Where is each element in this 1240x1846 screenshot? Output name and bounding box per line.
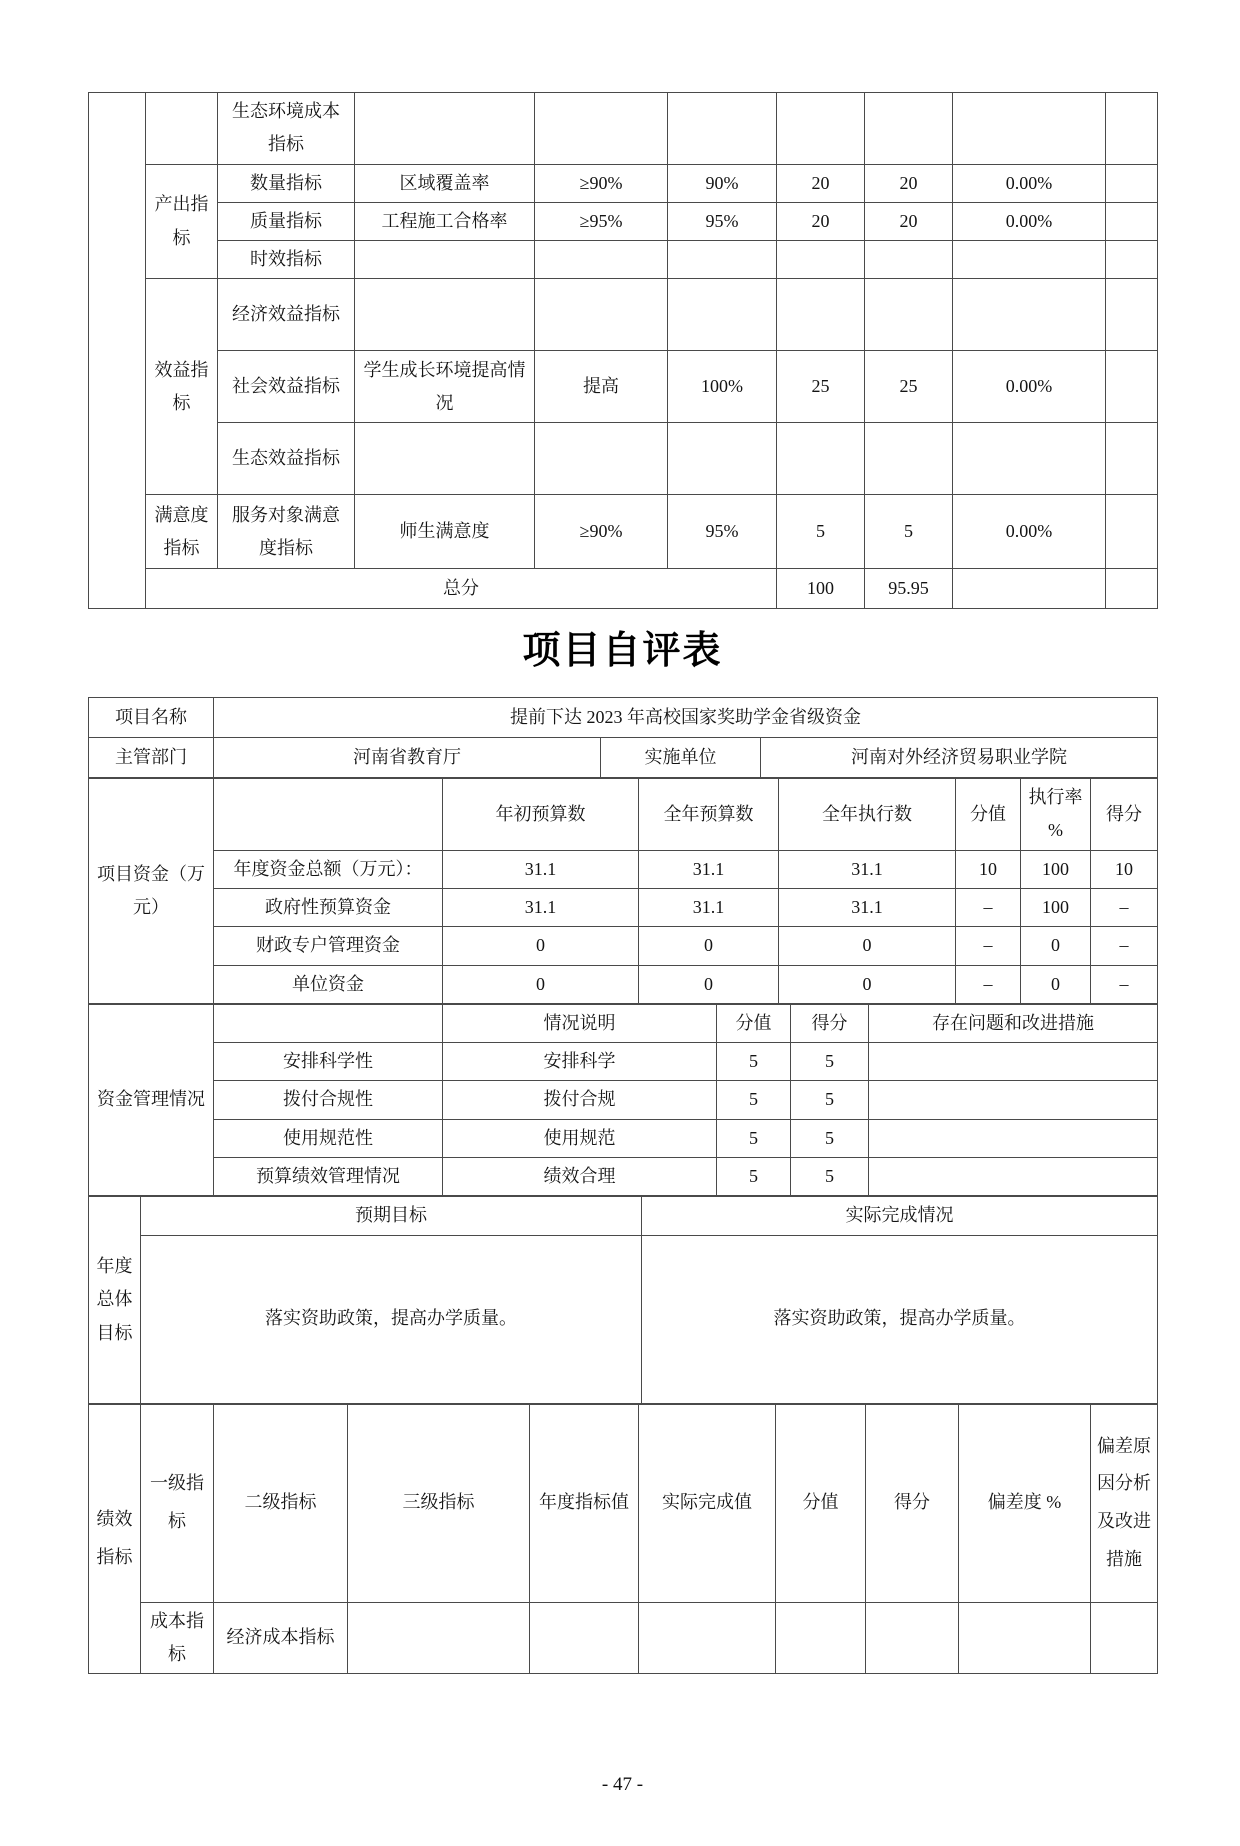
deviation-cell: 0.00% bbox=[953, 495, 1106, 569]
project-name-value: 提前下达 2023 年高校国家奖助学金省级资金 bbox=[214, 698, 1158, 738]
empty-cell bbox=[1106, 495, 1158, 569]
deviation-cell: 0.00% bbox=[953, 202, 1106, 240]
mgmt-got-value: 5 bbox=[791, 1119, 869, 1157]
mgmt-desc-value: 拨付合规 bbox=[443, 1081, 717, 1119]
total-score-cell: 100 bbox=[777, 569, 865, 609]
actual-completion-header: 实际完成情况 bbox=[642, 1197, 1158, 1235]
empty-cell bbox=[355, 423, 535, 495]
fund-col-initial-header: 年初预算数 bbox=[443, 779, 639, 851]
mgmt-score-value: 5 bbox=[717, 1081, 791, 1119]
empty-cell bbox=[959, 1602, 1091, 1674]
empty-cell bbox=[214, 1004, 443, 1042]
empty-cell bbox=[866, 1602, 959, 1674]
perf-col-deviation-header: 偏差度 % bbox=[959, 1404, 1091, 1602]
eco-benefit-indicator-cell: 生态效益指标 bbox=[218, 423, 355, 495]
fund-initial-value: 31.1 bbox=[443, 850, 639, 888]
project-fund-table bbox=[88, 778, 1158, 1004]
mgmt-got-value: 5 bbox=[791, 1043, 869, 1081]
got-score-cell: 20 bbox=[865, 164, 953, 202]
score-cell: 25 bbox=[777, 351, 865, 423]
fund-row-label: 单位资金 bbox=[214, 965, 443, 1003]
fund-executed-value: 0 bbox=[779, 927, 956, 965]
mgmt-issues-cell bbox=[869, 1119, 1158, 1157]
fund-col-got-header: 得分 bbox=[1091, 779, 1158, 851]
deviation-cell: 0.00% bbox=[953, 351, 1106, 423]
fund-annual-value: 31.1 bbox=[639, 850, 779, 888]
total-score-label-cell: 总分 bbox=[146, 569, 777, 609]
empty-cell bbox=[668, 279, 777, 351]
fund-score-value: 10 bbox=[956, 850, 1021, 888]
mgmt-got-value: 5 bbox=[791, 1081, 869, 1119]
empty-cell bbox=[355, 241, 535, 279]
perf-col-l3-header: 三级指标 bbox=[348, 1404, 530, 1602]
fund-management-table bbox=[88, 1004, 1158, 1196]
social-benefit-indicator-cell: 社会效益指标 bbox=[218, 351, 355, 423]
score-cell: 20 bbox=[777, 202, 865, 240]
actual-value-cell: 95% bbox=[668, 202, 777, 240]
mgmt-score-value: 5 bbox=[717, 1158, 791, 1196]
perf-col-l1-header: 一级指标 bbox=[141, 1404, 214, 1602]
empty-cell bbox=[355, 279, 535, 351]
mgmt-col-issues-header: 存在问题和改进措施 bbox=[869, 1004, 1158, 1042]
empty-cell bbox=[1106, 569, 1158, 609]
perf-indicator-spine-cell bbox=[89, 93, 146, 609]
fund-rate-value: 0 bbox=[1021, 927, 1091, 965]
mgmt-col-desc-header: 情况说明 bbox=[443, 1004, 717, 1042]
mgmt-row-label: 安排科学性 bbox=[214, 1043, 443, 1081]
performance-indicator-table bbox=[88, 1404, 1158, 1675]
mgmt-col-got-header: 得分 bbox=[791, 1004, 869, 1042]
indicator-score-table bbox=[88, 92, 1158, 609]
quality-indicator-cell: 质量指标 bbox=[218, 202, 355, 240]
empty-cell bbox=[777, 279, 865, 351]
actual-value-cell: 100% bbox=[668, 351, 777, 423]
empty-cell bbox=[865, 423, 953, 495]
fund-initial-value: 0 bbox=[443, 965, 639, 1003]
benefit-indicator-group-cell: 效益指标 bbox=[146, 279, 218, 495]
fund-annual-value: 0 bbox=[639, 927, 779, 965]
empty-cell bbox=[668, 93, 777, 165]
empty-cell bbox=[776, 1602, 866, 1674]
perf-col-actual-header: 实际完成值 bbox=[639, 1404, 776, 1602]
empty-cell bbox=[535, 241, 668, 279]
fund-got-value: – bbox=[1091, 965, 1158, 1003]
fund-score-value: – bbox=[956, 927, 1021, 965]
empty-cell bbox=[777, 93, 865, 165]
fund-score-value: – bbox=[956, 888, 1021, 926]
fund-col-rate-header: 执行率 % bbox=[1021, 779, 1091, 851]
dept-value: 河南省教育厅 bbox=[214, 738, 601, 778]
fund-executed-value: 31.1 bbox=[779, 888, 956, 926]
empty-cell bbox=[953, 423, 1106, 495]
empty-cell bbox=[1091, 1602, 1158, 1674]
perf-row-label: 绩效指标 bbox=[89, 1404, 141, 1674]
fund-got-value: 10 bbox=[1091, 850, 1158, 888]
self-eval-basic-table bbox=[88, 697, 1158, 778]
empty-cell bbox=[1106, 93, 1158, 165]
got-score-cell: 25 bbox=[865, 351, 953, 423]
fund-got-value: – bbox=[1091, 888, 1158, 926]
empty-cell bbox=[777, 423, 865, 495]
got-score-cell: 20 bbox=[865, 202, 953, 240]
economic-benefit-indicator-cell: 经济效益指标 bbox=[218, 279, 355, 351]
empty-cell bbox=[530, 1602, 639, 1674]
cost-indicator-group-cell: 成本指标 bbox=[141, 1602, 214, 1674]
empty-cell bbox=[1106, 164, 1158, 202]
empty-cell bbox=[348, 1602, 530, 1674]
empty-cell bbox=[668, 241, 777, 279]
mgmt-desc-value: 绩效合理 bbox=[443, 1158, 717, 1196]
target-value-cell: ≥95% bbox=[535, 202, 668, 240]
fund-executed-value: 31.1 bbox=[779, 850, 956, 888]
fund-mgmt-row-label: 资金管理情况 bbox=[89, 1004, 214, 1195]
score-cell: 20 bbox=[777, 164, 865, 202]
perf-col-reason-header: 偏差原因分析及改进措施 bbox=[1091, 1404, 1158, 1602]
expected-goal-text: 落实资助政策，提高办学质量。 bbox=[141, 1235, 642, 1403]
mgmt-row-label: 预算绩效管理情况 bbox=[214, 1158, 443, 1196]
fund-got-value: – bbox=[1091, 927, 1158, 965]
actual-completion-text: 落实资助政策，提高办学质量。 bbox=[642, 1235, 1158, 1403]
timeliness-indicator-cell: 时效指标 bbox=[218, 241, 355, 279]
mgmt-desc-value: 使用规范 bbox=[443, 1119, 717, 1157]
output-indicator-group-cell: 产出指标 bbox=[146, 164, 218, 279]
fund-col-executed-header: 全年执行数 bbox=[779, 779, 956, 851]
empty-cell bbox=[214, 779, 443, 851]
fund-initial-value: 31.1 bbox=[443, 888, 639, 926]
mgmt-issues-cell bbox=[869, 1081, 1158, 1119]
third-indicator-cell: 师生满意度 bbox=[355, 495, 535, 569]
empty-cell bbox=[1106, 241, 1158, 279]
fund-annual-value: 31.1 bbox=[639, 888, 779, 926]
got-score-cell: 5 bbox=[865, 495, 953, 569]
perf-col-l2-header: 二级指标 bbox=[214, 1404, 348, 1602]
empty-cell bbox=[535, 423, 668, 495]
fund-rate-value: 100 bbox=[1021, 888, 1091, 926]
empty-cell bbox=[953, 279, 1106, 351]
empty-cell bbox=[639, 1602, 776, 1674]
deviation-cell: 0.00% bbox=[953, 164, 1106, 202]
annual-goal-table bbox=[88, 1196, 1158, 1403]
empty-cell bbox=[865, 93, 953, 165]
empty-cell bbox=[1106, 351, 1158, 423]
actual-value-cell: 90% bbox=[668, 164, 777, 202]
project-name-label: 项目名称 bbox=[89, 698, 214, 738]
quantity-indicator-cell: 数量指标 bbox=[218, 164, 355, 202]
fund-rate-value: 100 bbox=[1021, 850, 1091, 888]
fund-annual-value: 0 bbox=[639, 965, 779, 1003]
page-number: - 47 - bbox=[601, 1774, 644, 1796]
score-cell: 5 bbox=[777, 495, 865, 569]
mgmt-desc-value: 安排科学 bbox=[443, 1043, 717, 1081]
empty-cell bbox=[668, 423, 777, 495]
page-title: 项目自评表 bbox=[522, 630, 723, 673]
perf-col-got-header: 得分 bbox=[866, 1404, 959, 1602]
empty-cell bbox=[535, 279, 668, 351]
mgmt-score-value: 5 bbox=[717, 1119, 791, 1157]
third-indicator-cell: 学生成长环境提高情况 bbox=[355, 351, 535, 423]
actual-value-cell: 95% bbox=[668, 495, 777, 569]
perf-col-target-header: 年度指标值 bbox=[530, 1404, 639, 1602]
expected-goal-header: 预期目标 bbox=[141, 1197, 642, 1235]
mgmt-row-label: 拨付合规性 bbox=[214, 1081, 443, 1119]
mgmt-issues-cell bbox=[869, 1158, 1158, 1196]
target-value-cell: 提高 bbox=[535, 351, 668, 423]
eco-cost-indicator-cell: 生态环境成本指标 bbox=[218, 93, 355, 165]
mgmt-issues-cell bbox=[869, 1043, 1158, 1081]
empty-cell bbox=[865, 279, 953, 351]
empty-group-cell bbox=[146, 93, 218, 165]
third-indicator-cell: 工程施工合格率 bbox=[355, 202, 535, 240]
fund-initial-value: 0 bbox=[443, 927, 639, 965]
empty-cell bbox=[777, 241, 865, 279]
mgmt-col-score-header: 分值 bbox=[717, 1004, 791, 1042]
empty-cell bbox=[1106, 423, 1158, 495]
mgmt-score-value: 5 bbox=[717, 1043, 791, 1081]
mgmt-got-value: 5 bbox=[791, 1158, 869, 1196]
empty-cell bbox=[953, 569, 1106, 609]
project-fund-row-label: 项目资金（万元） bbox=[89, 779, 214, 1004]
fund-executed-value: 0 bbox=[779, 965, 956, 1003]
target-value-cell: ≥90% bbox=[535, 495, 668, 569]
perf-col-score-header: 分值 bbox=[776, 1404, 866, 1602]
empty-cell bbox=[1106, 202, 1158, 240]
fund-row-label: 财政专户管理资金 bbox=[214, 927, 443, 965]
empty-cell bbox=[535, 93, 668, 165]
total-got-cell: 95.95 bbox=[865, 569, 953, 609]
empty-cell bbox=[953, 93, 1106, 165]
dept-label: 主管部门 bbox=[89, 738, 214, 778]
fund-row-label: 政府性预算资金 bbox=[214, 888, 443, 926]
empty-cell bbox=[355, 93, 535, 165]
fund-score-value: – bbox=[956, 965, 1021, 1003]
fund-row-label: 年度资金总额（万元）： bbox=[214, 850, 443, 888]
empty-cell bbox=[1106, 279, 1158, 351]
impl-unit-value: 河南对外经济贸易职业学院 bbox=[761, 738, 1158, 778]
target-value-cell: ≥90% bbox=[535, 164, 668, 202]
fund-col-score-header: 分值 bbox=[956, 779, 1021, 851]
service-satisfaction-indicator-cell: 服务对象满意度指标 bbox=[218, 495, 355, 569]
annual-goal-row-label: 年度总体目标 bbox=[89, 1197, 141, 1403]
empty-cell bbox=[865, 241, 953, 279]
economic-cost-indicator-cell: 经济成本指标 bbox=[214, 1602, 348, 1674]
fund-rate-value: 0 bbox=[1021, 965, 1091, 1003]
empty-cell bbox=[953, 241, 1106, 279]
satisfaction-indicator-group-cell: 满意度指标 bbox=[146, 495, 218, 569]
third-indicator-cell: 区域覆盖率 bbox=[355, 164, 535, 202]
mgmt-row-label: 使用规范性 bbox=[214, 1119, 443, 1157]
fund-col-annual-header: 全年预算数 bbox=[639, 779, 779, 851]
impl-unit-label: 实施单位 bbox=[601, 738, 761, 778]
